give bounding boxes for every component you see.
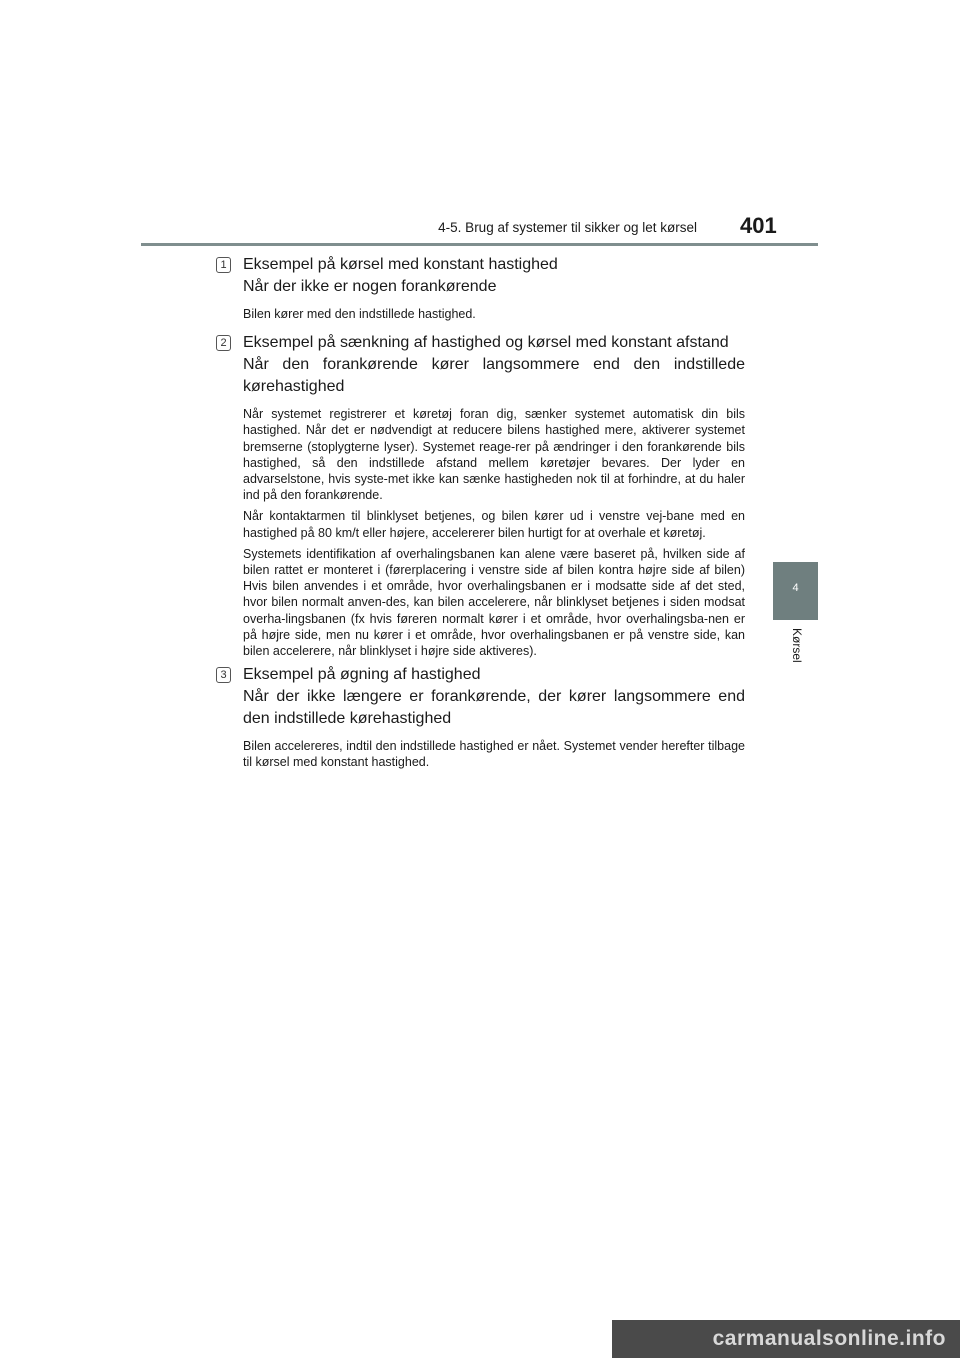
item-title: Eksempel på kørsel med konstant hastighed [243,256,558,273]
item-heading [243,332,745,398]
item-heading [243,664,745,730]
item-title: Eksempel på øgning af hastighed [243,666,481,684]
item-paragraph: Når systemet registrerer et køretøj foran dig, sænker systemet automatisk din bils hastighed. Når det er nødvendigt at reducere bilens hastighed mere, aktiverer systemet bremserne (stoplygterne lyser). Systemet reage-rer på ændringer i den forankørende bils hastighed, så den indstillede afstand mellem køretøjer bevares. Der lyder en advarselstone, hvis syste-met ikke kan sænke hastigheden nok til at forhindre, at du haler ind på den forankørende. [243,407,745,503]
page-number: 401 [740,213,777,238]
example-item-1 [216,254,745,322]
item-paragraph: Bilen accelereres, indtil den indstillede hastighed er nået. Systemet vender herefter tilbage til kørsel med konstant hastighed. [243,739,745,770]
item-body [243,738,745,770]
example-item-2 [216,332,745,659]
item-body [243,306,745,322]
item-number-badge: 3 [216,667,231,683]
item-body [243,406,745,659]
item-number-badge: 2 [216,335,231,351]
chapter-label: Kørsel [790,628,804,663]
chapter-number: 4 [792,582,799,594]
item-paragraph: Bilen kører med den indstillede hastighed. [243,307,476,321]
main-content [216,254,745,776]
item-title: Eksempel på sænkning af hastighed og kørsel med konstant afstand [243,334,729,352]
item-subtitle: Når der ikke er nogen forankørende [243,278,497,295]
item-paragraph: Systemets identifikation af overhalingsbanen kan alene være baseret på, hvilken side af bilen rattet er monteret i (førerplacering i venstre side af bilen kontra højre side af bilen) Hvis bilen anvendes i et område, hvor overhalingsbanen er i modsatte side af det sted, hvor bilen normalt anven-des, kan bilen accelerere, når blinklyset betjenes i siden modsat overha-lingsbanen (fx hvis føreren normalt kører i et område, hvor overhalingsba-nen er på højre side, men nu kører i et område, hvor overhalingsbanen er på venstre side, kan bilen accelerere, når blinklyset i højre side aktiveres). [243,546,745,659]
item-paragraph: Når kontaktarmen til blinklyset betjenes, og bilen kører ud i venstre vej-bane med en hastighed på 80 km/t eller højere, accelererer bilen hurtigt for at overhale et køretøj. [243,509,745,540]
section-title: 4-5. Brug af systemer til sikker og let kørsel [438,220,697,235]
item-subtitle: Når den forankørende kører langsommere end den indstillede kørehastighed [243,356,745,396]
header-divider [141,243,818,246]
item-subtitle: Når der ikke længere er forankørende, der kører langsommere end den indstillede kørehastighed [243,688,745,728]
item-heading [243,254,745,298]
chapter-tab [773,562,818,620]
item-number-badge: 1 [216,257,231,273]
site-watermark: carmanualsonline.info [612,1320,960,1358]
example-item-3 [216,664,745,770]
page-header [0,213,960,246]
